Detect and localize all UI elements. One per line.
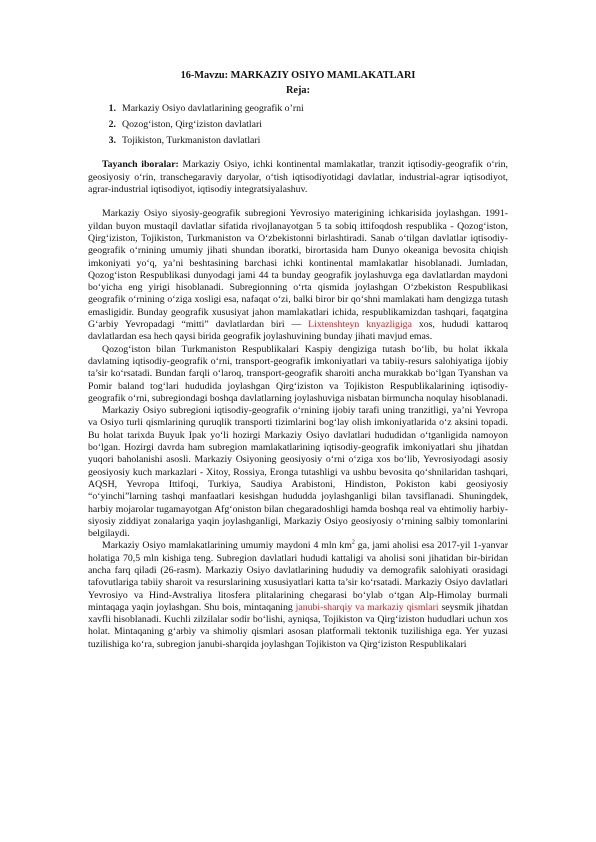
highlighted-text: janubi-sharqiy va markaziy qismlari (295, 601, 439, 613)
paragraph-text: xos, hududi kattaroq davlatlardan esa hech qaysi birida geografik joylashuvining bunday jihati mavjud emas. (88, 319, 508, 343)
page-title: 16-Mavzu: MARKAZIY OSIYO MAMLAKATLARI (180, 70, 416, 81)
plan-list (88, 103, 508, 148)
plan-item-number: 1. (108, 102, 116, 114)
plan-item (88, 103, 508, 115)
paragraph-text: seysmik jihatdan xavfli hisoblanadi. Kuchli zilzilalar sodir bo‘lishi, ayniqsa, Tojikiston va Qirg‘iziston hududlari uchun xos holat. Mintaqaning g‘arbiy va shimoliy qismlari asosan platformali tektonik tuzilishiga ega. Yer yuzasi tuzilishiga ko‘ra, subregion janubi-sharqida joylashgan Tojikiston va Qirg‘iziston Respublikalari (88, 601, 508, 650)
paragraph-text: Markaziy Osiyo mamlakatlarining umumiy maydoni 4 mln km (102, 540, 352, 552)
highlighted-text: Lixtenshteyn knyazligiga (308, 319, 412, 331)
superscript: 2 (351, 540, 355, 547)
paragraph-text: ga, jami aholisi esa 2017-yil 1-yanvar holatiga 70,5 mln kishiga teng. Subregion davlatlari hududi kattaligi va aholisi soni jihatidan bir-biridan ancha farq qiladi (26-rasm). Markaziy Osiyo davlatlarining hududiy va demografik salohiyati orasidagi tafovutlariga tabiiy sharoit va resurslarining xususiyatlari katta ta’sir ko‘rsatadi. Markaziy Osiyo davlatlari Yevrosiyo va Hind-Avstraliya litosfera plitalarining chegarasi bo‘ylab o‘tgan Alp-Himolay burmali mintaqaga yaqin joylashgan. Shu bois, mintaqaning (88, 540, 508, 613)
document-page (88, 70, 508, 651)
plan-item-number: 3. (108, 135, 116, 147)
paragraph-text: Markaziy Osiyo siyosiy-geografik subregioni Yevrosiyo materigining ichkarisida joylashgan. 1991-yildan buyon mustaqil davlatlar sifatida rivojlanayotgan 5 ta sobiq ittifoqdosh respublika - Qozog‘iston, Qirg‘iziston, Tojikiston, Turkmaniston va O‘zbekistonni birlashtiradi. Sanab o‘tilgan davlatlar iqtisodiy-geografik o‘rnining umumiy jihati shundan iboratki, birortasida ham Dunyo okeaniga bevosita chiqish imkoniyati yo‘q, ya’ni beshtasining barchasi ichki kontinental mamlakatlar hisoblanadi. Jumladan, Qozog‘iston Respublikasi dunyodagi jami 44 ta bunday geografik joylashuvga ega davlatlardan maydoni bo‘yicha eng yirigi hisoblanadi. Subregionning o‘rta qismida joylashgan O‘zbekiston Respublikasi geografik o‘rnining o‘ziga xosligi esa, nafaqat o‘zi, balki biror bir qo‘shni mamlakati ham dengizga tutash emasligidir. Bunday geografik xususiyat jahon mamlakatlari ichida, respublikamizdan tashqari, faqatgina G‘arbiy Yevropadagi “mitti” davlatlardan biri — (88, 208, 508, 331)
body-paragraph-1 (88, 208, 508, 343)
keywords-paragraph (88, 159, 508, 196)
body-paragraph-3: Markaziy Osiyo subregioni iqtisodiy-geografik o‘rnining ijobiy tarafi uning tranzitligi, ya’ni Yevropa va Osiyo turli qismlarining quruqlik transporti tizimlarini bog‘lay olish imkoniyatlarida o‘z aksini topadi. Bu holat tarixda Buyuk Ipak yo‘li hozirgi Markaziy Osiyo davlatlari hududidan o‘tganligida namoyon bo‘lgan. Hozirgi davrda ham subregion mamlakatlarining iqtisodiy-geografik imkoniyatlari shu jihatdan yuqori baholanishi asosli. Markaziy Osiyoning geosiyosiy o‘rni o‘ziga xos bo‘lib, Yevrosiyodagi asosiy geosiyosiy kuch markazlari - Xitoy, Rossiya, Eronga tutashligi va ushbu bevosita qo‘shnilaridan tashqari, AQSH, Yevropa Ittifoqi, Turkiya, Saudiya Arabistoni, Hindiston, Pokiston kabi geosiyosiy “o‘yinchi”larning tashqi manfaatlari kesishgan hududda joylashganligi bilan tavsiflanadi. Shuningdek, harbiy mojarolar tugamayotgan Afg‘oniston bilan chegaradoshligi hamda boshqa real va ehtimoliy harbiy-siyosiy ziddiyat zonalariga yaqin joylashganligi, Markaziy Osiyo geosiyosiy o‘rnining salbiy tomonlarini belgilaydi. (88, 405, 508, 540)
body-paragraph-4 (88, 540, 508, 651)
plan-item (88, 119, 508, 131)
plan-heading: Reja: (285, 85, 310, 97)
plan-item-text: Tojikiston, Turkmaniston davlatlari (122, 135, 261, 147)
body-paragraph-2: Qozog‘iston bilan Turkmaniston Respublikalari Kaspiy dengiziga tutash bo‘lib, bu holat ikkala davlatning iqtisodiy-geografik o‘rni, transport-geografik imkoniyatlari va tabiiy-resurs salohiyatiga ijobiy ta’sir ko‘rsatadi. Bundan farqli o‘laroq, transport-geografik sharoiti ancha murakkab bo‘lgan Tyanshan va Pomir baland tog‘lari hududida joylashgan Qirg‘iziston va Tojikiston Respublikalarining iqtisodiy-geografik o‘rni, subregiondagi boshqa davlatlarning joylashuviga nisbatan birmuncha noqulay hisoblanadi. (88, 343, 508, 404)
plan-item (88, 135, 508, 147)
keywords-label: Tayanch iboralar: (102, 159, 179, 171)
plan-item-text: Markaziy Osiyo davlatlarining geografik o’rni (122, 102, 304, 114)
plan-item-text: Qozog‘iston, Qirg‘iziston davlatlari (122, 118, 262, 130)
plan-item-number: 2. (108, 118, 116, 130)
keywords-text: Markaziy Osiyo, ichki kontinental mamlakatlar, tranzit iqtisodiy-geografik o‘rin, geosiyosiy o‘rin, transchegaraviy daryolar, o‘tish iqtisodiyotidagi davlatlar, industrial-agrar iqtisodiyot, agrar-industrial iqtisodiyot, iqtisodiy integratsiyalashuv. (88, 159, 508, 196)
